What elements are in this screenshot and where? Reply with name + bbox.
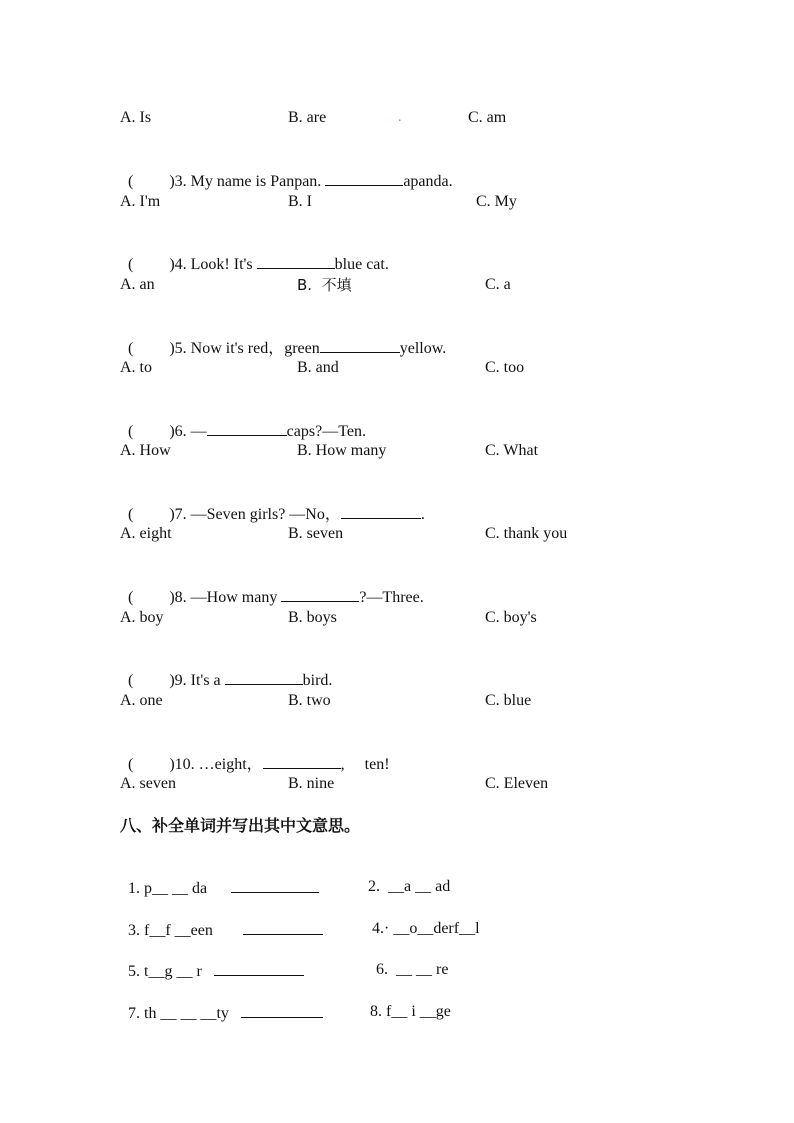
question-text: )5. Now it's red，green bbox=[169, 340, 320, 357]
word-prompt: 4.· __o__derf__l bbox=[372, 920, 480, 937]
word-prompt: 3. f__f __een bbox=[128, 922, 213, 939]
option-a-q4: A. an bbox=[120, 276, 155, 293]
option-b-q2: B. are bbox=[288, 109, 327, 126]
answer-paren-open: ( bbox=[128, 756, 134, 773]
word-item-5 bbox=[120, 940, 304, 982]
question-text: )7. —Seven girls? —No， bbox=[169, 506, 341, 523]
question-text-after: bird. bbox=[302, 672, 333, 689]
question-3 bbox=[120, 150, 453, 192]
option-c-q5: C. too bbox=[485, 359, 525, 376]
word-item-2 bbox=[360, 857, 450, 897]
answer-paren-open: ( bbox=[128, 256, 134, 273]
option-b-q8: B. boys bbox=[288, 609, 337, 626]
option-a-q9: A. one bbox=[120, 692, 163, 709]
option-c-q9: C. blue bbox=[485, 692, 532, 709]
option-c-q8: C. boy's bbox=[485, 609, 537, 626]
question-text: )3. My name is Panpan. bbox=[169, 173, 326, 190]
question-text-after: , ten! bbox=[340, 756, 390, 773]
question-text: )6. — bbox=[169, 423, 207, 440]
word-item-8 bbox=[362, 982, 451, 1022]
answer-paren-open: ( bbox=[128, 423, 134, 440]
option-a-q8: A. boy bbox=[120, 609, 164, 626]
question-8 bbox=[120, 566, 424, 608]
option-a-q2: A. Is bbox=[120, 109, 152, 126]
word-prompt: 1. p__ __ da bbox=[128, 880, 208, 897]
fill-blank[interactable] bbox=[341, 503, 421, 519]
option-b-q4: B. 不填 bbox=[297, 276, 352, 294]
question-7 bbox=[120, 483, 425, 525]
question-text-after: ?—Three. bbox=[359, 589, 424, 606]
word-item-7 bbox=[120, 982, 323, 1024]
section-heading: 八、补全单词并写出其中文意思。 bbox=[120, 816, 361, 835]
answer-paren-open: ( bbox=[128, 173, 134, 190]
fill-blank[interactable] bbox=[225, 669, 303, 685]
word-prompt: 7. th __ __ __ty bbox=[128, 1005, 229, 1022]
option-b-q6: B. How many bbox=[297, 442, 387, 459]
fill-blank[interactable] bbox=[263, 753, 341, 769]
question-text-after: caps?—Ten. bbox=[286, 423, 366, 440]
option-c-q10: C. Eleven bbox=[485, 775, 549, 792]
answer-paren-open: ( bbox=[128, 506, 134, 523]
meaning-blank[interactable] bbox=[241, 1002, 323, 1018]
option-a-q3: A. I'm bbox=[120, 193, 161, 210]
word-prompt: 8. f__ i __ge bbox=[370, 1003, 451, 1020]
answer-paren-open: ( bbox=[128, 672, 134, 689]
question-10 bbox=[120, 733, 390, 775]
word-item-1 bbox=[120, 857, 319, 899]
stray-dot-mark: . bbox=[398, 110, 402, 125]
question-text-after: yellow. bbox=[399, 340, 447, 357]
option-c-q7: C. thank you bbox=[485, 525, 568, 542]
fill-blank[interactable] bbox=[281, 586, 359, 602]
option-c-q6: C. What bbox=[485, 442, 539, 459]
question-text: )10. …eight， bbox=[169, 756, 263, 773]
option-a-q7: A. eight bbox=[120, 525, 172, 542]
option-c-q4: C. a bbox=[485, 276, 511, 293]
fill-blank[interactable] bbox=[257, 253, 335, 269]
question-4 bbox=[120, 233, 389, 275]
question-text-after: apanda. bbox=[403, 173, 453, 190]
fill-blank[interactable] bbox=[320, 337, 400, 353]
option-c-q2: C. am bbox=[468, 109, 507, 126]
option-b-q10: B. nine bbox=[288, 775, 335, 792]
option-b-q3: B. I bbox=[288, 193, 312, 210]
word-item-4 bbox=[364, 899, 480, 939]
meaning-blank[interactable] bbox=[231, 877, 319, 893]
question-text-after: . bbox=[420, 506, 425, 523]
meaning-blank[interactable] bbox=[243, 919, 323, 935]
question-text-after: blue cat. bbox=[334, 256, 389, 273]
answer-paren-open: ( bbox=[128, 589, 134, 606]
option-b-q5: B. and bbox=[297, 359, 339, 376]
meaning-blank[interactable] bbox=[214, 960, 304, 976]
option-a-q10: A. seven bbox=[120, 775, 176, 792]
question-5 bbox=[120, 317, 446, 359]
fill-blank[interactable] bbox=[207, 420, 287, 436]
fill-blank[interactable] bbox=[325, 170, 403, 186]
word-prompt: 2. __a __ ad bbox=[368, 878, 451, 895]
question-text: )4. Look! It's bbox=[169, 256, 257, 273]
option-a-q6: A. How bbox=[120, 442, 171, 459]
option-c-q3: C. My bbox=[476, 193, 517, 210]
question-text: )8. —How many bbox=[169, 589, 282, 606]
question-9 bbox=[120, 649, 332, 691]
option-b-q9: B. two bbox=[288, 692, 331, 709]
word-prompt: 5. t__g __ r bbox=[128, 963, 202, 980]
word-item-3 bbox=[120, 899, 323, 941]
option-a-q5: A. to bbox=[120, 359, 152, 376]
word-item-6 bbox=[368, 940, 448, 980]
option-b-q7: B. seven bbox=[288, 525, 344, 542]
question-6 bbox=[120, 400, 366, 442]
question-text: )9. It's a bbox=[169, 672, 225, 689]
answer-paren-open: ( bbox=[128, 340, 134, 357]
word-prompt: 6. __ __ re bbox=[376, 961, 449, 978]
